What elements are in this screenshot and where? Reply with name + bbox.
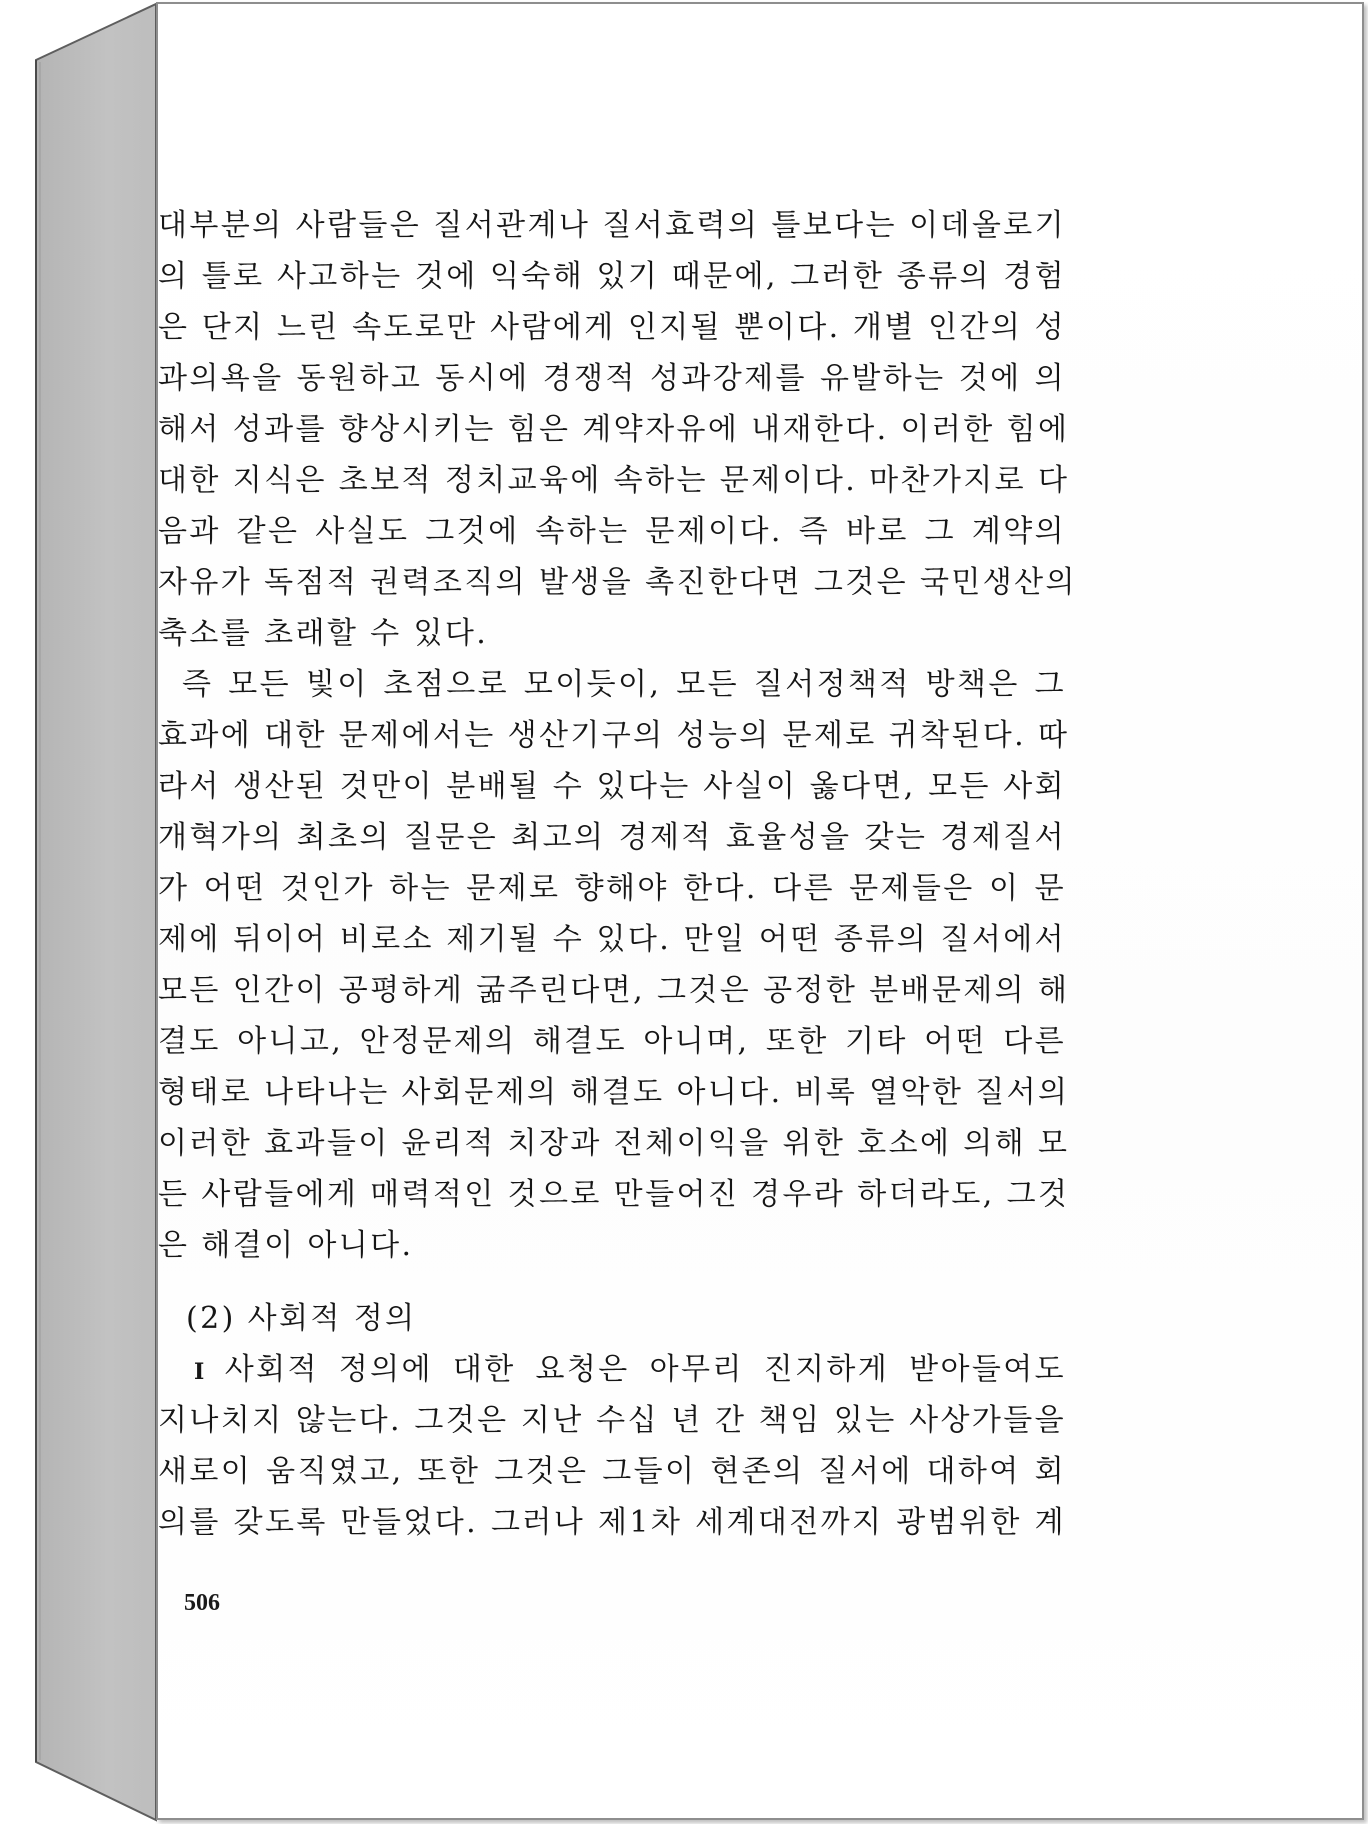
text-line: 대부분의 사람들은 질서관계나 질서효력의 틀보다는 이데올로기 — [158, 208, 1066, 243]
text-line: 의 틀로 사고하는 것에 익숙해 있기 때문에, 그러한 종류의 경험 — [158, 259, 1066, 294]
item-marker: I — [194, 1359, 207, 1385]
section-heading: (2) 사회적 정의 — [186, 1301, 417, 1336]
text-line: 해서 성과를 향상시키는 힘은 계약자유에 내재한다. 이러한 힘에 — [158, 412, 1070, 447]
text-line: 축소를 초래할 수 있다. — [158, 616, 489, 651]
text-line: 은 해결이 아니다. — [158, 1228, 414, 1263]
text-line: 과의욕을 동원하고 동시에 경쟁적 성과강제를 유발하는 것에 의 — [158, 361, 1066, 396]
text-line: 가 어떤 것인가 하는 문제로 향해야 한다. 다른 문제들은 이 문 — [158, 871, 1066, 906]
text-line: 이러한 효과들이 윤리적 치장과 전체이익을 위한 호소에 의해 모 — [158, 1126, 1070, 1161]
page-number: 506 — [184, 1590, 220, 1616]
body-text — [158, 200, 1230, 1548]
text-line: 자유가 독점적 권력조직의 발생을 촉진한다면 그것은 국민생산의 — [158, 565, 1077, 600]
text-line: 효과에 대한 문제에서는 생산기구의 성능의 문제로 귀착된다. 따 — [158, 718, 1070, 753]
text-line: 제에 뒤이어 비로소 제기될 수 있다. 만일 어떤 종류의 질서에서 — [158, 922, 1066, 957]
text-line: 결도 아니고, 안정문제의 해결도 아니며, 또한 기타 어떤 다른 — [158, 1024, 1066, 1059]
text-line: 은 단지 느린 속도로만 사람에게 인지될 뿐이다. 개별 인간의 성 — [158, 310, 1066, 345]
paragraph-3 — [158, 1344, 1230, 1548]
text-line: 의를 갖도록 만들었다. 그러나 제1차 세계대전까지 광범위한 계 — [158, 1505, 1066, 1540]
paragraph-1 — [158, 200, 1230, 659]
text-line: 모든 인간이 공평하게 굶주린다면, 그것은 공정한 분배문제의 해 — [158, 973, 1070, 1008]
text-line: 형태로 나타나는 사회문제의 해결도 아니다. 비록 열악한 질서의 — [158, 1075, 1070, 1110]
text-line: 즉 모든 빛이 초점으로 모이듯이, 모든 질서정책적 방책은 그 — [182, 667, 1066, 702]
paragraph-2 — [158, 659, 1230, 1271]
book-spine — [0, 0, 160, 1824]
text-line: 새로이 움직였고, 또한 그것은 그들이 현존의 질서에 대하여 회 — [158, 1454, 1066, 1489]
text-line-content: 사회적 정의에 대한 요청은 아무리 진지하게 받아들여도 — [224, 1352, 1066, 1387]
text-line: 개혁가의 최초의 질문은 최고의 경제적 효율성을 갖는 경제질서 — [158, 820, 1066, 855]
text-line: 든 사람들에게 매력적인 것으로 만들어진 경우라 하더라도, 그것 — [158, 1177, 1070, 1212]
text-line — [158, 1344, 1066, 1395]
text-line: 라서 생산된 것만이 분배될 수 있다는 사실이 옳다면, 모든 사회 — [158, 769, 1066, 804]
text-line: 대한 지식은 초보적 정치교육에 속하는 문제이다. 마찬가지로 다 — [158, 463, 1070, 498]
text-line: 음과 같은 사실도 그것에 속하는 문제이다. 즉 바로 그 계약의 — [158, 514, 1066, 549]
text-line: 지나치지 않는다. 그것은 지난 수십 년 간 책임 있는 사상가들을 — [158, 1403, 1066, 1438]
